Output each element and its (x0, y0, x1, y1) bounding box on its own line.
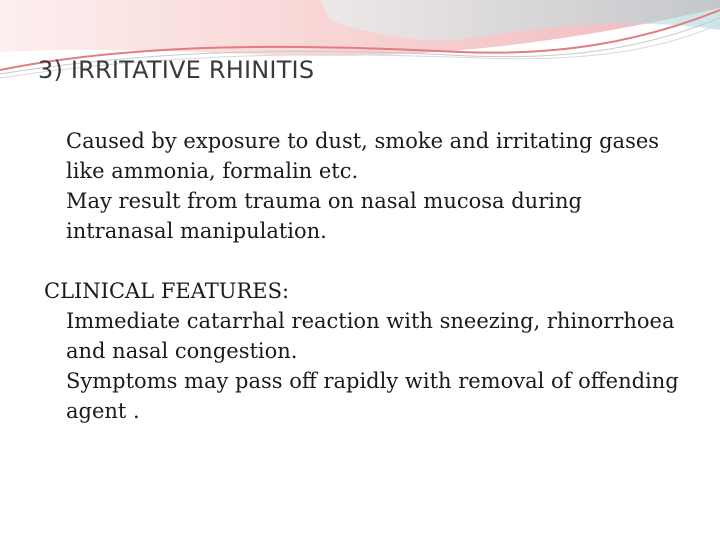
slide-title: 3) IRRITATIVE RHINITIS (38, 56, 315, 84)
bullet-item-symptoms (44, 366, 684, 426)
slide-body (44, 126, 684, 426)
clinical-features-heading: CLINICAL FEATURES: (44, 279, 290, 303)
bullet-text: Symptoms may pass off rapidly with removal of offending agent . (66, 369, 679, 423)
bullet-item-catarrhal (44, 306, 684, 366)
bullet-text: Immediate catarrhal reaction with sneezing, rhinorrhoea and nasal congestion. (66, 309, 675, 363)
bullet-text: May result from trauma on nasal mucosa during intranasal manipulation. (66, 189, 582, 243)
bullet-item-exposure (44, 126, 684, 186)
bullet-item-trauma (44, 186, 684, 246)
bullet-text: Caused by exposure to dust, smoke and irritating gases like ammonia, formalin etc. (66, 129, 660, 183)
